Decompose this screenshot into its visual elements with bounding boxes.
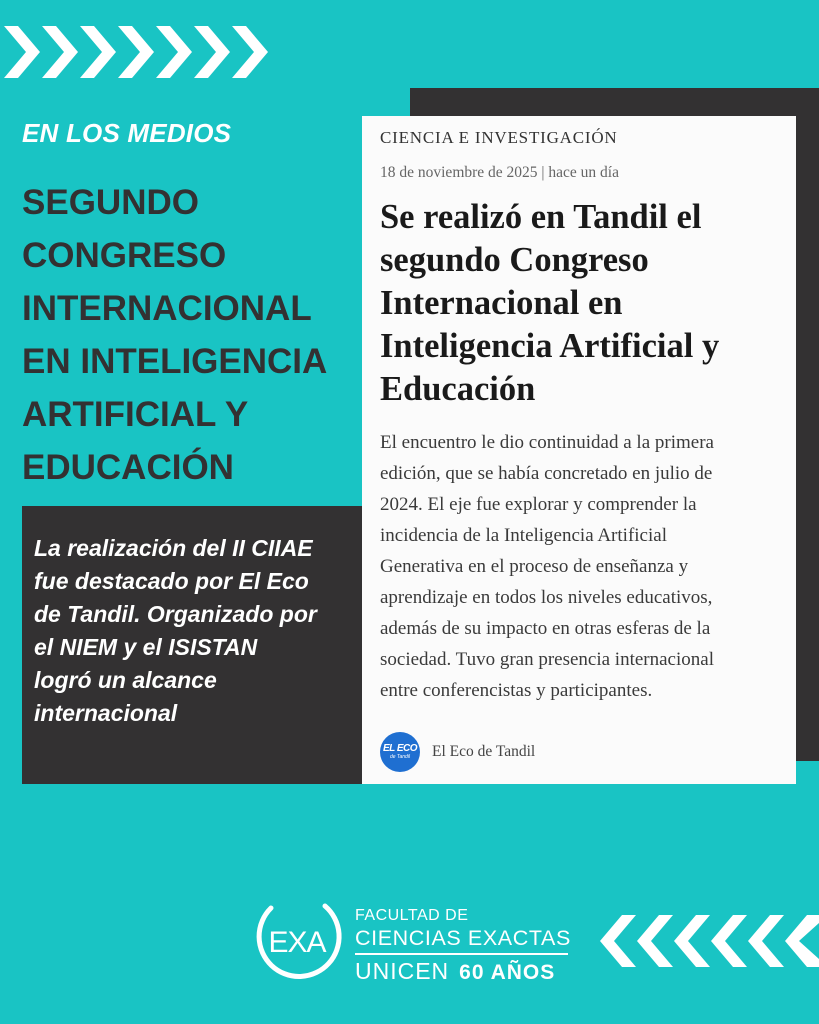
- summary-text: [34, 532, 350, 730]
- body-line: 2024. El eje fue explorar y comprender la: [380, 494, 697, 515]
- article-date: 18 de noviembre de 2025 | hace un día: [380, 164, 619, 181]
- article-headline: [380, 196, 780, 411]
- title-line: EN INTELIGENCIA: [22, 342, 328, 381]
- source-name: El Eco de Tandil: [432, 743, 536, 760]
- article-clipping: [362, 116, 796, 784]
- headline-line: Educación: [380, 370, 536, 408]
- title-line: EDUCACIÓN: [22, 448, 234, 487]
- summary-line: internacional: [34, 700, 178, 726]
- section-label: EN LOS MEDIOS: [22, 118, 232, 148]
- body-line: además de su impacto en otras esferas de la: [380, 618, 711, 639]
- title-line: SEGUNDO: [22, 183, 199, 222]
- headline-line: Internacional en: [380, 284, 623, 322]
- title-line: INTERNACIONAL: [22, 289, 312, 328]
- headline-line: segundo Congreso: [380, 241, 649, 279]
- faculty-logo: [251, 889, 581, 989]
- summary-box: [22, 506, 362, 784]
- headline-line: Inteligencia Artificial y: [380, 327, 720, 365]
- summary-line: el NIEM y el ISISTAN: [34, 634, 258, 660]
- main-title: [22, 176, 362, 494]
- summary-line: fue destacado por El Eco: [34, 568, 309, 594]
- title-line: ARTIFICIAL Y: [22, 395, 249, 434]
- faculty-line-1: FACULTAD DE: [355, 907, 469, 924]
- body-line: entre conferencistas y participantes.: [380, 680, 653, 701]
- faculty-divider: [355, 953, 568, 955]
- chevrons-left-icon: [600, 915, 819, 967]
- summary-line: La realización del II CIIAE: [34, 535, 313, 561]
- university-name: UNICEN: [355, 958, 450, 984]
- body-line: Generativa en el proceso de enseñanza y: [380, 556, 689, 577]
- exa-logo-text: EXA: [268, 926, 326, 959]
- body-line: edición, que se había concretado en julio de: [380, 463, 713, 484]
- faculty-line-2: CIENCIAS EXACTAS: [355, 926, 571, 950]
- anniversary-badge: 60 AÑOS: [459, 961, 556, 984]
- source-logo: [380, 732, 420, 772]
- source-logo-subtext: de Tandil: [389, 754, 411, 760]
- title-line: CONGRESO: [22, 236, 227, 275]
- summary-line: logró un alcance: [34, 667, 217, 693]
- source-logo-text: EL ECO: [382, 743, 418, 754]
- body-line: aprendizaje en todos los niveles educativos,: [380, 587, 713, 608]
- faculty-line-3: [355, 958, 571, 986]
- exa-logo-icon: [251, 894, 343, 986]
- summary-line: de Tandil. Organizado por: [34, 601, 317, 627]
- article-category: CIENCIA E INVESTIGACIÓN: [380, 128, 618, 147]
- headline-line: Se realizó en Tandil el: [380, 198, 702, 236]
- article-body: [380, 427, 780, 706]
- article-source: [380, 732, 535, 772]
- chevrons-right-icon: [4, 26, 268, 78]
- faculty-name: [355, 907, 571, 986]
- body-line: incidencia de la Inteligencia Artificial: [380, 525, 667, 546]
- body-line: sociedad. Tuvo gran presencia internacional: [380, 649, 714, 670]
- body-line: El encuentro le dio continuidad a la primera: [380, 432, 714, 453]
